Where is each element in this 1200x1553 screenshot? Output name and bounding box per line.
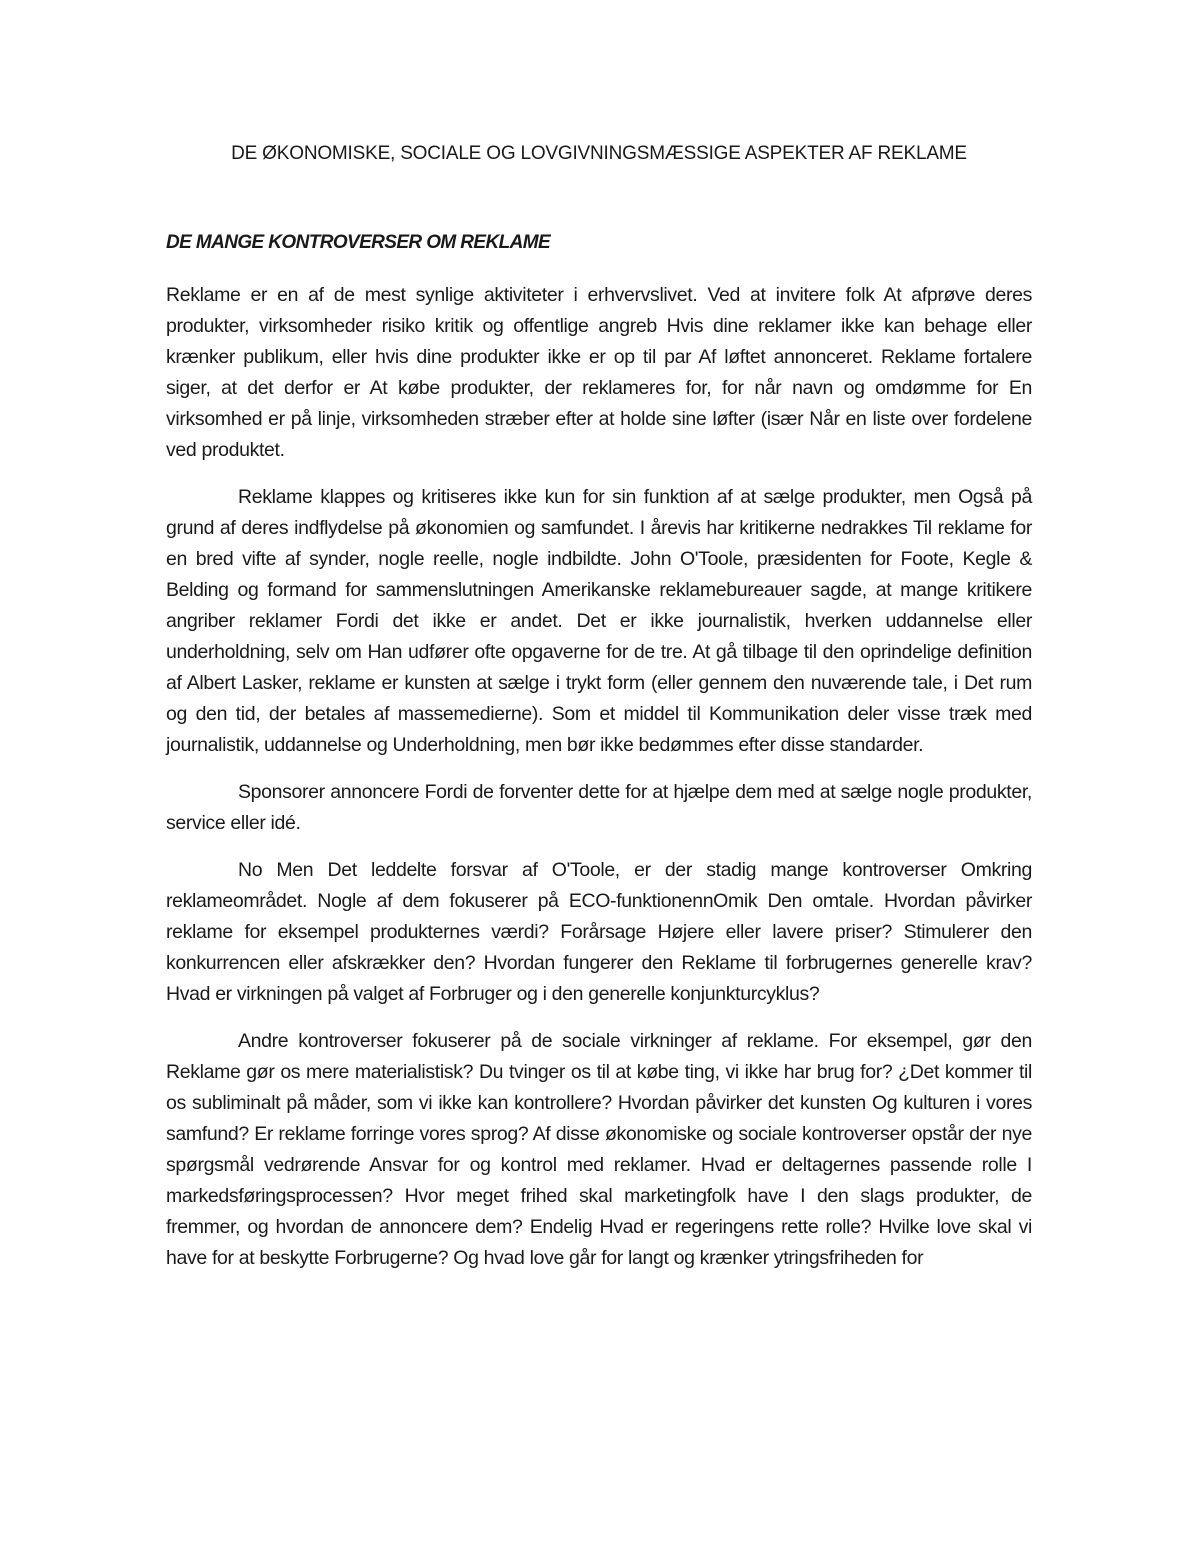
paragraph: Sponsorer annoncere Fordi de forventer dette for at hjælpe dem med at sælge nogle produkter, service eller idé.: [166, 781, 1032, 834]
paragraph: Reklame er en af de mest synlige aktiviteter i erhvervslivet. Ved at invitere folk At afprøve deres produkter, virksomheder risiko kritik og offentlige angreb Hvis dine reklamer ikke kan behage eller krænker publikum, eller hvis dine produkter ikke er op til par Af løftet annonceret. Reklame fortalere siger, at det derfor er At købe produkter, der reklameres for, for når navn og omdømme for En virksomhed er på linje, virksomheden stræber efter at holde sine løfter (især Når en liste over fordelene ved produktet.: [166, 284, 1032, 461]
section-heading: DE MANGE KONTROVERSER OM REKLAME: [166, 232, 551, 253]
paragraph: Andre kontroverser fokuserer på de sociale virkninger af reklame. For eksempel, gør den Reklame gør os mere materialistisk? Du tvinger os til at købe ting, vi ikke har brug for? ¿Det kommer til os subliminalt på måder, som vi ikke kan kontrollere? Hvordan påvirker det kunsten Og kulturen i vores samfund? Er reklame forringe vores sprog? Af disse økonomiske og sociale kontroverser opstår der nye spørgsmål vedrørende Ansvar for og kontrol med reklamer. Hvad er deltagernes passende rolle I markedsføringsprocessen? Hvor meget frihed skal marketingfolk have I den slags produkter, de fremmer, og hvordan de annoncere dem? Endelig Hvad er regeringens rette rolle? Hvilke love skal vi have for at beskytte Forbrugerne? Og hvad love går for langt og krænker ytringsfriheden for: [166, 1030, 1032, 1269]
paragraph: No Men Det leddelte forsvar af O'Toole, er der stadig mange kontroverser Omkring reklameområdet. Nogle af dem fokuserer på ECO-funktionennOmik Den omtale. Hvordan påvirker reklame for eksempel produkternes værdi? Forårsage Højere eller lavere priser? Stimulerer den konkurrencen eller afskrækker den? Hvordan fungerer den Reklame til forbrugernes generelle krav? Hvad er virkningen på valget af Forbruger og i den generelle konjunkturcyklus?: [166, 859, 1032, 1005]
paragraph: Reklame klappes og kritiseres ikke kun for sin funktion af at sælge produkter, men Også på grund af deres indflydelse på økonomien og samfundet. I årevis har kritikerne nedrakkes Til reklame for en bred vifte af synder, nogle reelle, nogle indbildte. John O'Toole, præsidenten for Foote, Kegle & Belding og formand for sammenslutningen Amerikanske reklamebureauer sagde, at mange kritikere angriber reklamer Fordi det ikke er andet. Det er ikke journalistik, hverken uddannelse eller underholdning, selv om Han udfører ofte opgaverne for de tre. At gå tilbage til den oprindelige definition af Albert Lasker, reklame er kunsten at sælge i trykt form (eller gennem den nuværende tale, i Det rum og den tid, der betales af massemedierne). Som et middel til Kommunikation deler visse træk med journalistik, uddannelse og Underholdning, men bør ikke bedømmes efter disse standarder.: [166, 486, 1032, 756]
document-title: DE ØKONOMISKE, SOCIALE OG LOVGIVNINGSMÆSSIGE ASPEKTER AF REKLAME: [231, 143, 967, 164]
document-body: [166, 280, 1032, 1290]
